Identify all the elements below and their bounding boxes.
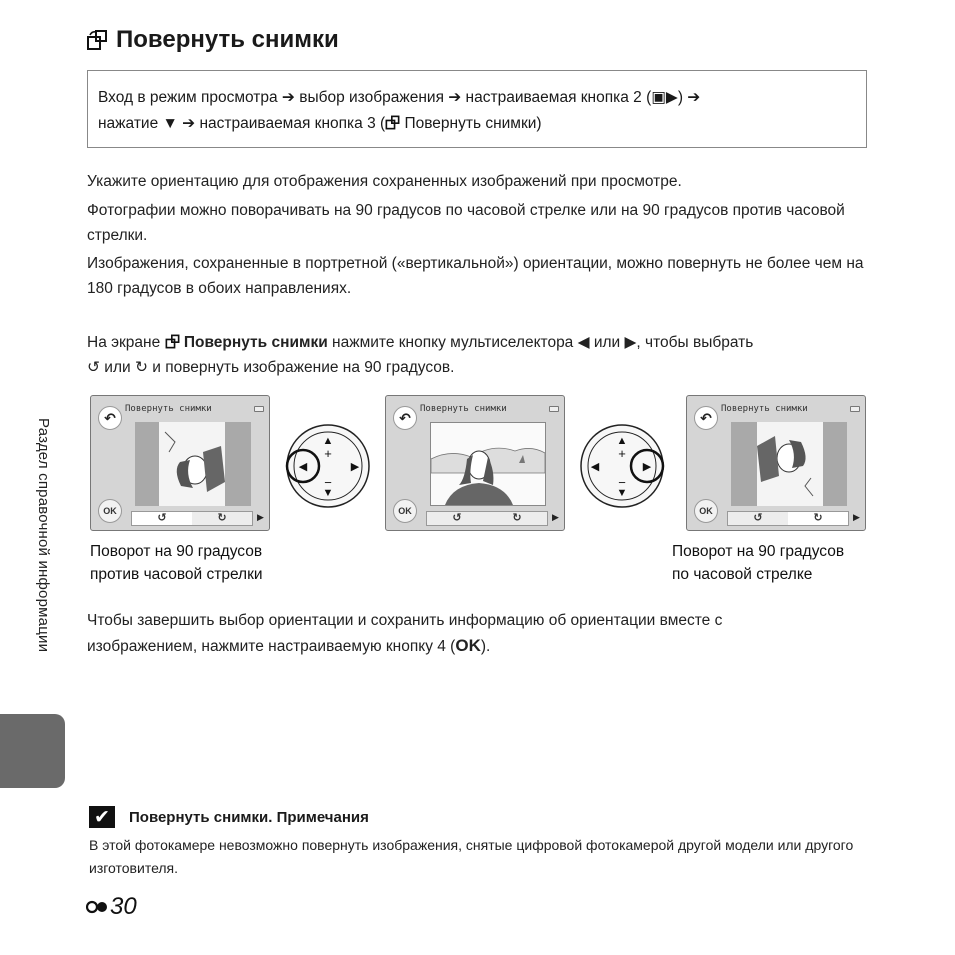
photo-frame xyxy=(135,422,251,506)
svg-text:▲: ▲ xyxy=(616,435,628,447)
battery-icon xyxy=(254,406,264,412)
rotate-right-icon: ↻ xyxy=(788,512,848,525)
back-icon: ↶ xyxy=(694,406,718,430)
reference-section-icon xyxy=(86,900,108,914)
portrait-photo-rotated-left xyxy=(135,422,251,506)
back-icon: ↶ xyxy=(98,406,122,430)
svg-text:−: − xyxy=(324,475,332,490)
screen-title: Повернуть снимки xyxy=(420,404,507,414)
screen-title: Повернуть снимки xyxy=(125,404,212,414)
checkmark-icon: ✔ xyxy=(89,806,115,828)
caption-clockwise: Поворот на 90 градусов по часовой стрелке xyxy=(672,543,845,583)
playback-zoom-icon: ▣▶ xyxy=(651,89,678,106)
right-arrow-icon: ▶ xyxy=(257,512,264,522)
right-arrow-icon: ▶ xyxy=(853,512,860,522)
battery-icon xyxy=(549,406,559,412)
svg-text:−: − xyxy=(618,475,626,490)
svg-text:▲: ▲ xyxy=(322,435,334,447)
svg-text:+: + xyxy=(618,446,626,461)
ok-icon: OK xyxy=(455,636,481,655)
photo-frame xyxy=(731,422,847,506)
svg-text:▼: ▼ xyxy=(616,487,628,499)
rotate-left-icon: ↺ xyxy=(753,512,763,524)
svg-text:▶: ▶ xyxy=(642,461,652,473)
camera-screen-cw xyxy=(686,395,866,531)
portrait-photo xyxy=(431,423,545,505)
section-tab xyxy=(0,714,65,788)
multi-selector-right-pressed xyxy=(579,423,665,509)
rotate-image-icon xyxy=(165,334,180,349)
rotate-image-icon xyxy=(385,115,400,130)
rotate-control-bar xyxy=(131,511,253,526)
paragraph-rotation-info: Фотографии можно поворачивать на 90 градусов по часовой стрелке или на 90 градусов против часовой стрелки. xyxy=(87,202,845,244)
svg-text:▼: ▼ xyxy=(322,487,334,499)
photo-frame xyxy=(430,422,546,506)
procedure-line-2: нажатие ▼ ➔ настраиваемая кнопка 3 ( Повернуть снимки) xyxy=(98,115,542,132)
svg-text:◀: ◀ xyxy=(298,461,308,473)
rotate-right-icon: ↻ xyxy=(217,512,227,524)
ok-icon: OK xyxy=(694,499,718,523)
procedure-line-1: Вход в режим просмотра ➔ выбор изображения ➔ настраиваемая кнопка 2 (▣▶) ➔ xyxy=(98,89,701,106)
rotate-left-icon: ↺ xyxy=(452,512,462,524)
rotate-image-icon xyxy=(86,29,108,51)
svg-text:+: + xyxy=(324,446,332,461)
ok-icon: OK xyxy=(98,499,122,523)
paragraph-finish: Чтобы завершить выбор ориентации и сохранить информацию об ориентации вместе с изображением, нажмите настраиваемую кнопку 4 (OK). xyxy=(87,612,723,655)
instruction-text: На экране Повернуть снимки нажмите кнопку мультиселектора ◀ или ▶, чтобы выбрать ↺ или ↻ и повернуть изображение на 90 градусов. xyxy=(87,334,754,376)
paragraph-intro: Укажите ориентацию для отображения сохраненных изображений при просмотре. xyxy=(87,173,682,190)
camera-screen-ccw xyxy=(90,395,270,531)
procedure-box xyxy=(87,70,867,148)
caption-counterclockwise: Поворот на 90 градусов против часовой стрелки xyxy=(90,543,263,583)
rotate-right-icon: ↻ xyxy=(512,512,522,524)
rotate-left-icon: ↺ xyxy=(132,512,192,525)
ok-icon: OK xyxy=(393,499,417,523)
paragraph-portrait-info: Изображения, сохраненные в портретной («вертикальной») ориентации, можно повернуть не более чем на 180 градусов в обоих направлениях. xyxy=(87,255,864,297)
back-icon: ↶ xyxy=(393,406,417,430)
page-title-text: Повернуть снимки xyxy=(116,26,339,53)
camera-screen-original xyxy=(385,395,565,531)
screen-title: Повернуть снимки xyxy=(721,404,808,414)
rotate-control-bar xyxy=(426,511,548,526)
rotate-control-bar xyxy=(727,511,849,526)
svg-text:▶: ▶ xyxy=(350,461,360,473)
battery-icon xyxy=(850,406,860,412)
section-sidebar-label: Раздел справочной информации xyxy=(35,418,52,653)
right-arrow-icon: ▶ xyxy=(552,512,559,522)
note-heading xyxy=(89,806,369,828)
multi-selector-left-pressed xyxy=(285,423,371,509)
note-text: В этой фотокамере невозможно повернуть изображения, снятые цифровой фотокамерой другой модели или другого изготовителя. xyxy=(89,837,854,876)
note-title: Повернуть снимки. Примечания xyxy=(129,808,369,826)
svg-text:◀: ◀ xyxy=(590,461,600,473)
page-title xyxy=(86,26,339,54)
page-number: 30 xyxy=(86,893,137,921)
portrait-photo-rotated-right xyxy=(731,422,847,506)
